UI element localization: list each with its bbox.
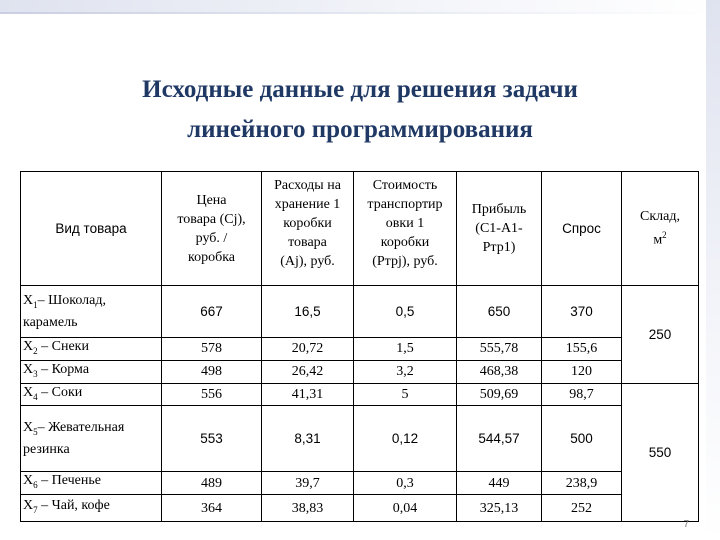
row-product (21, 383, 162, 406)
title-line-1: Исходные данные для решения задачи (142, 76, 578, 103)
header-product-label: Вид товара (55, 221, 127, 236)
row-profit: 449 (457, 472, 542, 495)
row-sub: 3 (33, 368, 38, 379)
row-product (21, 472, 162, 495)
row-demand: 500 (542, 406, 622, 472)
row-storage: 20,72 (262, 338, 354, 361)
row-price: 667 (162, 286, 262, 338)
row-demand: 155,6 (542, 338, 622, 361)
row-demand: 252 (542, 495, 622, 522)
row-demand: 98,7 (542, 383, 622, 406)
header-transport-line: Стоимость (372, 178, 438, 193)
header-profit-line: Прибыль (471, 202, 527, 217)
row-demand: 370 (542, 286, 622, 338)
row-profit: 325,13 (457, 495, 542, 522)
data-table (20, 171, 699, 522)
row-storage: 38,83 (262, 495, 354, 522)
header-transport-line: коробки (380, 235, 430, 250)
row-prefix: X (23, 420, 34, 436)
row-prefix: X (23, 339, 34, 354)
title-line-2: линейного программирования (187, 116, 533, 143)
header-demand-label: Спрос (562, 221, 601, 236)
row-name: – Соки (37, 384, 83, 400)
header-storage-line: (Aj), руб. (280, 254, 335, 269)
row-price: 489 (162, 472, 262, 495)
row-price: 556 (162, 383, 262, 406)
row-prefix: X (23, 361, 34, 377)
warehouse-group-1: 250 (622, 286, 699, 384)
row-storage: 8,31 (262, 406, 354, 472)
page-number: 7 (683, 519, 689, 530)
row-prefix: X (23, 473, 34, 489)
row-product (21, 495, 162, 522)
slide-title (40, 70, 680, 150)
row-transport: 1,5 (354, 338, 457, 361)
row-storage: 16,5 (262, 286, 354, 338)
header-transport-line: транспортир (367, 197, 443, 212)
row-prefix: X (23, 384, 34, 400)
row-profit: 468,38 (457, 360, 542, 383)
row-price: 578 (162, 338, 262, 361)
header-price (162, 172, 262, 286)
row-profit: 509,69 (457, 383, 542, 406)
table-row (21, 383, 699, 406)
row-demand: 120 (542, 360, 622, 383)
header-transport-line: (Ртрj), руб. (372, 254, 438, 269)
row-profit: 555,78 (457, 338, 542, 361)
header-row (21, 172, 699, 286)
row-profit: 650 (457, 286, 542, 338)
row-prefix: X (23, 498, 34, 514)
row-name: – Снеки (37, 339, 89, 354)
header-transport (354, 172, 457, 286)
header-warehouse-label: Склад, (640, 209, 680, 225)
table-row (21, 495, 699, 522)
row-sub: 1 (33, 299, 38, 310)
row-sub: 4 (33, 391, 38, 402)
table-row (21, 286, 699, 338)
header-storage-line: товара (288, 235, 327, 250)
table-row (21, 472, 699, 495)
header-storage-line: коробки (283, 216, 332, 231)
row-product (21, 338, 162, 361)
row-transport: 0,04 (354, 495, 457, 522)
row-transport: 3,2 (354, 360, 457, 383)
header-demand (542, 172, 622, 286)
header-profit-line: Ртр1) (482, 240, 516, 255)
header-warehouse (622, 172, 699, 286)
row-demand: 238,9 (542, 472, 622, 495)
row-name: – Чай, кофе (37, 498, 110, 514)
row-name: – Корма (37, 361, 90, 377)
row-name: – Жевательная резинка (23, 420, 125, 458)
header-storage (262, 172, 354, 286)
row-sub: 6 (33, 480, 38, 491)
header-price-line: коробка (187, 249, 236, 265)
row-sub: 7 (33, 505, 38, 516)
row-price: 364 (162, 495, 262, 522)
header-storage-line: Расходы на (274, 178, 341, 193)
row-sub: 5 (33, 427, 38, 438)
row-transport: 0,3 (354, 472, 457, 495)
row-price: 498 (162, 360, 262, 383)
warehouse-group-2: 550 (622, 383, 699, 522)
header-price-line: Цена (196, 192, 227, 208)
row-name: – Шоколад, карамель (23, 293, 106, 330)
header-warehouse-unit: м (653, 232, 663, 248)
row-price: 553 (162, 406, 262, 472)
header-transport-line: овки 1 (385, 216, 425, 231)
slide-frame-right (706, 0, 720, 540)
row-profit: 544,57 (457, 406, 542, 472)
row-prefix: X (23, 293, 34, 309)
row-product (21, 286, 162, 338)
row-storage: 41,31 (262, 383, 354, 406)
table-row (21, 338, 699, 361)
header-storage-line: хранение 1 (274, 197, 341, 212)
row-transport: 0,12 (354, 406, 457, 472)
row-transport: 5 (354, 383, 457, 406)
header-profit-line: (C1-A1- (475, 221, 523, 236)
row-name: – Печенье (37, 473, 101, 489)
row-product (21, 406, 162, 472)
row-transport: 0,5 (354, 286, 457, 338)
header-price-line: руб. / (195, 230, 228, 246)
row-storage: 39,7 (262, 472, 354, 495)
header-warehouse-sup: 2 (662, 230, 667, 241)
row-product (21, 360, 162, 383)
header-price-line: товара (Cj), (177, 211, 246, 227)
row-sub: 2 (33, 345, 38, 356)
table-row (21, 406, 699, 472)
table-row (21, 360, 699, 383)
header-profit (457, 172, 542, 286)
header-product (21, 172, 162, 286)
row-storage: 26,42 (262, 360, 354, 383)
slide-frame-top (0, 0, 720, 14)
